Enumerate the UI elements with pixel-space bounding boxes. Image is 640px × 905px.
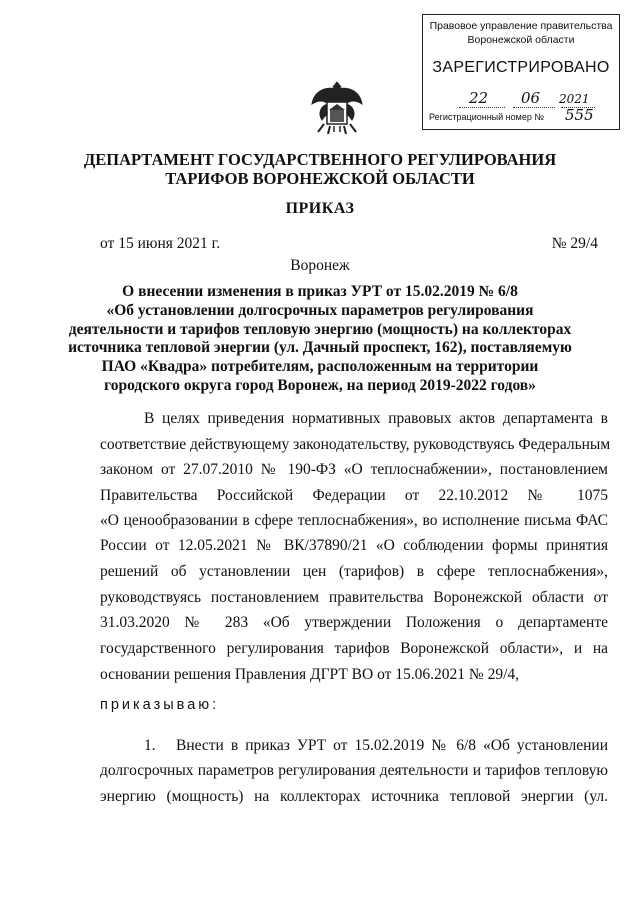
department-name-line1: ДЕПАРТАМЕНТ ГОСУДАРСТВЕННОГО РЕГУЛИРОВАНИЯ	[83, 150, 557, 169]
body-text-line: решений об установлении цен (тарифов) в сфере теплоснабжения»,	[100, 563, 608, 580]
body-text-line: В целях приведения нормативных правовых актов департамента в	[144, 410, 608, 427]
stamp-month: 06	[521, 89, 541, 107]
body-text-line: законом от 27.07.2010 № 190-ФЗ «О теплоснабжении», постановлением	[100, 461, 608, 478]
stamp-reg-number: 555	[565, 106, 594, 124]
body-text-line: соответствие действующему законодательству, руководствуясь Федеральным	[100, 436, 611, 453]
body-text-line: основании решения Правления ДГРТ ВО от 15.06.2021 № 29/4,	[100, 666, 520, 683]
coat-of-arms-icon	[310, 80, 364, 136]
document-title-line: городского округа город Воронеж, на период 2019-2022 годов»	[104, 377, 536, 394]
document-title-line: «Об установлении долгосрочных параметров регулирования	[106, 302, 534, 319]
document-title-line: источника тепловой энергии (ул. Дачный проспект, 162), поставляемую	[68, 339, 572, 356]
stamp-org-line1: Правовое управление правительства	[429, 20, 613, 32]
stamp-registered: ЗАРЕГИСТРИРОВАНО	[432, 59, 610, 76]
stamp-reg-label: Регистрационный номер №	[429, 112, 545, 122]
item-text-line: Внести в приказ УРТ от 15.02.2019 № 6/8 «Об установлении	[176, 737, 608, 754]
body-text-line: государственного регулирования тарифов Воронежской области», и на	[100, 640, 608, 657]
registration-stamp	[422, 14, 620, 130]
document-number: № 29/4	[551, 235, 598, 252]
item-text-line: долгосрочных параметров регулирования деятельности и тарифов тепловую	[100, 762, 608, 779]
document-type: ПРИКАЗ	[285, 200, 355, 217]
body-text-line: «О ценообразовании в сфере теплоснабжения», во исполнение письма ФАС	[100, 512, 608, 529]
body-text-line: руководствуясь постановлением правительства Воронежской области от	[100, 589, 608, 606]
item-text-line: энергию (мощность) на коллекторах источника тепловой энергии (ул.	[100, 788, 608, 805]
document-date: от 15 июня 2021 г.	[100, 235, 221, 252]
body-text-line: России от 12.05.2021 № ВК/37890/21 «О соблюдении формы принятия	[100, 537, 608, 554]
stamp-date-line	[459, 107, 505, 108]
decree-word: приказываю:	[100, 697, 220, 713]
stamp-year: 2021	[559, 92, 590, 106]
document-title-line: деятельности и тарифов тепловую энергию (мощность) на коллекторах	[68, 321, 572, 338]
document-city: Воронеж	[290, 257, 350, 274]
stamp-date-line	[513, 107, 555, 108]
stamp-org-line2: Воронежской области	[467, 34, 575, 46]
item-number: 1.	[144, 737, 156, 754]
body-text-line: Правительства Российской Федерации от 22.10.2012 № 1075	[100, 487, 608, 504]
stamp-day: 22	[469, 89, 489, 107]
document-title-line: О внесении изменения в приказ УРТ от 15.02.2019 № 6/8	[122, 283, 518, 300]
document-title-line: ПАО «Квадра» потребителям, расположенным на территории	[101, 358, 539, 375]
body-text-line: 31.03.2020 № 283 «Об утверждении Положения о департаменте	[100, 614, 608, 631]
department-name-line2: ТАРИФОВ ВОРОНЕЖСКОЙ ОБЛАСТИ	[165, 169, 475, 188]
